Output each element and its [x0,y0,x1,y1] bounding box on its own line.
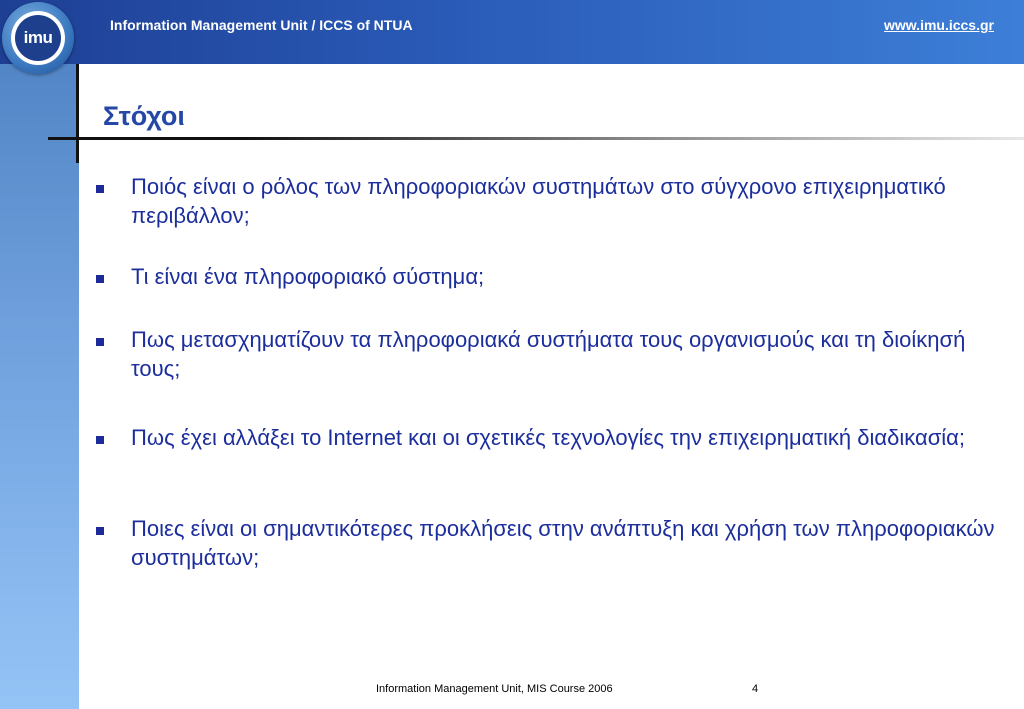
footer-text: Information Management Unit, MIS Course 2006 [376,683,613,695]
bullet-text: Πως μετασχηματίζουν τα πληροφοριακά συστήματα τους οργανισμούς και τη διοίκησή τους; [131,327,966,381]
logo-text: imu [23,28,53,47]
header-website-link[interactable]: www.imu.iccs.gr [884,17,994,33]
bullet-square-icon [96,338,104,346]
slide-title: Στόχοι [103,101,185,131]
bullet-text: Πως έχει αλλάξει το Internet και οι σχετικές τεχνολογίες την επιχειρηματική διαδικασία; [131,425,966,450]
bullet-square-icon [96,527,104,535]
header-organization: Information Management Unit / ICCS of NTUA [110,17,413,33]
bullet-text: Ποιός είναι ο ρόλος των πληροφοριακών συστημάτων στο σύγχρονο επιχειρηματικό περιβάλλον; [131,174,946,228]
bullet-text: Ποιες είναι οι σημαντικότερες προκλήσεις στην ανάπτυξη και χρήση των πληροφοριακών συστημάτων; [131,516,995,570]
bullet-text: Τι είναι ένα πληροφοριακό σύστημα; [131,264,485,289]
page-number: 4 [752,683,759,695]
bullet-square-icon [96,275,104,283]
bullet-square-icon [96,185,104,193]
bullet-square-icon [96,436,104,444]
